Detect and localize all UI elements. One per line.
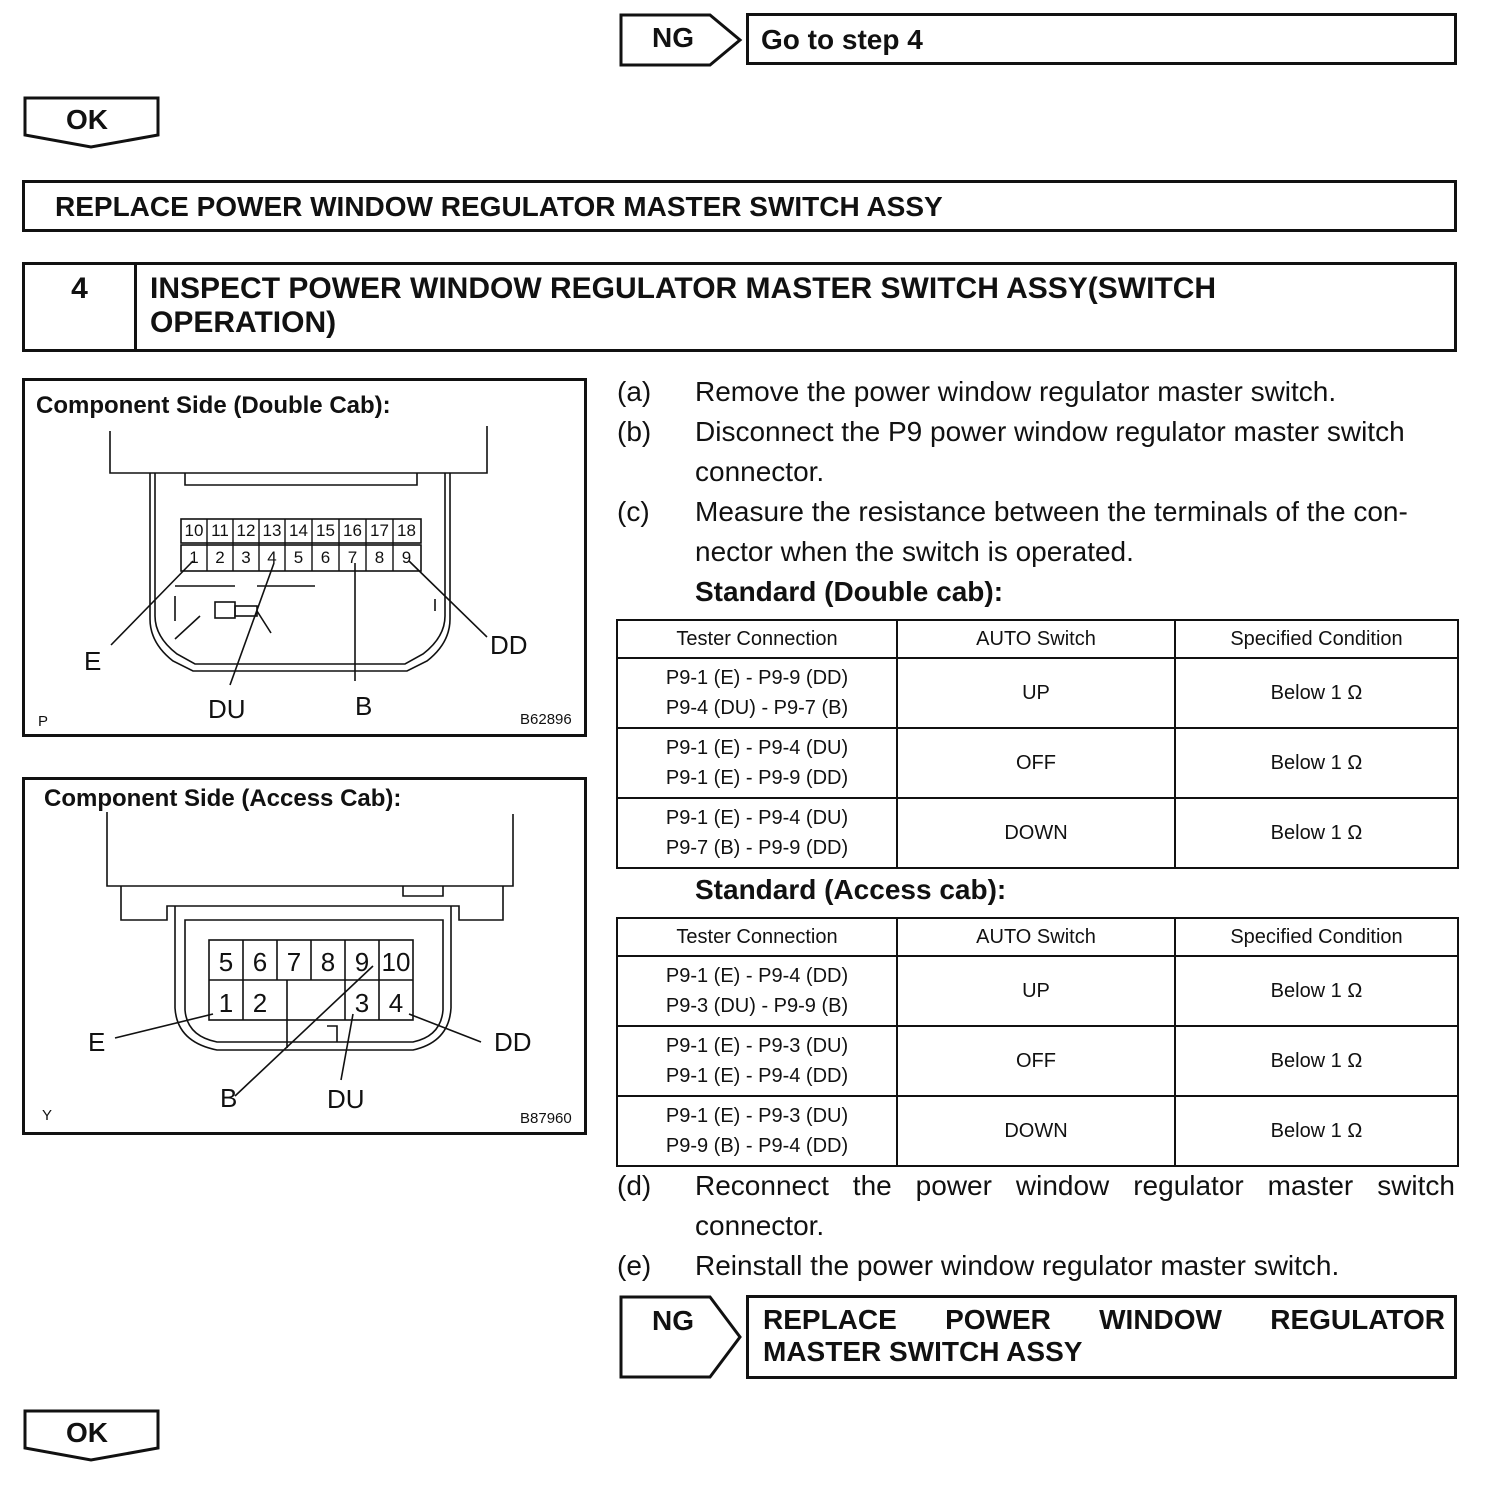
instruction-b-line1: Disconnect the P9 power window regulator master switch bbox=[695, 416, 1405, 447]
auto-switch-cell: DOWN bbox=[897, 1096, 1175, 1166]
pin-13: 13 bbox=[262, 521, 282, 540]
access-label-du: DU bbox=[327, 1084, 365, 1114]
condition-cell: Below 1 Ω bbox=[1175, 1096, 1458, 1166]
instruction-a-text: Remove the power window regulator master switch. bbox=[695, 376, 1337, 407]
table-row bbox=[617, 658, 1458, 728]
access-pin-1: 1 bbox=[218, 988, 234, 1018]
pin-7: 7 bbox=[286, 947, 302, 977]
connection-line: P9-1 (E) - P9-3 (DU) bbox=[665, 1105, 849, 1127]
connection-line: P9-1 (E) - P9-4 (DU) bbox=[665, 807, 849, 829]
instruction-d bbox=[617, 1166, 1457, 1246]
step-title-line1: INSPECT POWER WINDOW REGULATOR MASTER SWITCH ASSY(SWITCH bbox=[150, 272, 1217, 305]
pin-9: 9 bbox=[401, 548, 412, 567]
access-pins-top bbox=[209, 947, 413, 978]
access-label-dd: DD bbox=[494, 1027, 532, 1057]
double-label-dd: DD bbox=[490, 630, 528, 660]
ng-target-go-to-step-4[interactable]: Go to step 4 bbox=[746, 13, 1457, 65]
pin-6: 6 bbox=[252, 947, 268, 977]
step-title-line2: OPERATION) bbox=[150, 306, 337, 339]
double-label-b: B bbox=[355, 691, 373, 721]
instruction-a-label: (a) bbox=[617, 376, 652, 407]
standard-double-table bbox=[616, 619, 1459, 869]
pin-8: 8 bbox=[320, 947, 336, 977]
instruction-c bbox=[617, 492, 1457, 572]
pin-10: 10 bbox=[381, 947, 411, 977]
figure-double-title: Component Side (Double Cab): bbox=[36, 392, 391, 419]
auto-switch-cell: DOWN bbox=[897, 798, 1175, 868]
figure-access-title: Component Side (Access Cab): bbox=[44, 785, 402, 812]
instruction-e-text: Reinstall the power window regulator master switch. bbox=[695, 1250, 1340, 1281]
double-label-du: DU bbox=[208, 694, 246, 724]
instruction-b bbox=[617, 412, 1457, 492]
pin-18: 18 bbox=[397, 521, 416, 540]
standard-access-title: Standard (Access cab): bbox=[695, 874, 1007, 905]
table-row bbox=[617, 1026, 1458, 1096]
tester-connection-cell bbox=[617, 1096, 897, 1166]
instruction-e-label: (e) bbox=[617, 1250, 652, 1281]
access-pin-2: 2 bbox=[252, 988, 268, 1018]
auto-switch-cell: UP bbox=[897, 956, 1175, 1026]
connection-line: P9-7 (B) - P9-9 (DD) bbox=[665, 837, 849, 859]
instruction-b-line2: connector. bbox=[695, 456, 825, 487]
instruction-d-line1: Reconnect the power window regulator master switch bbox=[695, 1170, 1455, 1201]
pin-2: 2 bbox=[215, 548, 225, 567]
standard-access-table bbox=[616, 917, 1459, 1167]
figure-double-letter: P bbox=[38, 713, 49, 730]
header-tester-connection: Tester Connection bbox=[617, 620, 897, 658]
figure-access-letter: Y bbox=[42, 1107, 53, 1124]
connection-line: P9-1 (E) - P9-3 (DU) bbox=[665, 1035, 849, 1057]
double-pins-bottom bbox=[181, 548, 421, 568]
tester-connection-cell bbox=[617, 798, 897, 868]
auto-switch-cell: UP bbox=[897, 658, 1175, 728]
pin-6: 6 bbox=[320, 548, 331, 567]
connection-line: P9-1 (E) - P9-9 (DD) bbox=[665, 667, 849, 689]
pin-8: 8 bbox=[374, 548, 385, 567]
table-header-row bbox=[617, 620, 1458, 658]
double-pins-top bbox=[181, 521, 421, 541]
instruction-e bbox=[617, 1246, 1457, 1286]
condition-cell: Below 1 Ω bbox=[1175, 956, 1458, 1026]
instruction-c-line2: nector when the switch is operated. bbox=[695, 536, 1134, 567]
header-specified-condition: Specified Condition bbox=[1175, 620, 1458, 658]
ok-label: OK bbox=[66, 104, 108, 135]
instruction-d-label: (d) bbox=[617, 1170, 652, 1201]
pin-16: 16 bbox=[343, 521, 362, 540]
pin-5: 5 bbox=[218, 947, 234, 977]
header-auto-switch: AUTO Switch bbox=[897, 620, 1175, 658]
table-row bbox=[617, 798, 1458, 868]
ok-label-bottom: OK bbox=[66, 1417, 108, 1448]
condition-cell: Below 1 Ω bbox=[1175, 728, 1458, 798]
access-label-e: E bbox=[88, 1027, 106, 1057]
tester-connection-cell bbox=[617, 1026, 897, 1096]
ng-target-replace-master-switch[interactable] bbox=[746, 1295, 1457, 1379]
pin-9: 9 bbox=[354, 947, 370, 977]
auto-switch-cell: OFF bbox=[897, 728, 1175, 798]
step-divider bbox=[134, 262, 137, 352]
access-pin-4: 4 bbox=[388, 988, 404, 1018]
connection-line: P9-3 (DU) - P9-9 (B) bbox=[665, 995, 849, 1017]
table-header-row bbox=[617, 918, 1458, 956]
pin-15: 15 bbox=[316, 521, 335, 540]
step-number: 4 bbox=[71, 272, 88, 305]
header-auto-switch: AUTO Switch bbox=[897, 918, 1175, 956]
connection-line: P9-1 (E) - P9-4 (DU) bbox=[665, 737, 849, 759]
header-specified-condition: Specified Condition bbox=[1175, 918, 1458, 956]
figure-access-code: B87960 bbox=[520, 1110, 572, 1127]
condition-cell: Below 1 Ω bbox=[1175, 658, 1458, 728]
table-row bbox=[617, 728, 1458, 798]
double-label-e: E bbox=[84, 646, 102, 676]
tester-connection-cell bbox=[617, 956, 897, 1026]
tester-connection-cell bbox=[617, 728, 897, 798]
pin-11: 11 bbox=[211, 521, 229, 540]
instruction-b-label: (b) bbox=[617, 416, 652, 447]
replace-master-switch-bar bbox=[22, 180, 1457, 232]
instruction-c-label: (c) bbox=[617, 496, 650, 527]
ng-target-line1: REPLACE POWER WINDOW REGULATOR bbox=[763, 1304, 1445, 1335]
ng-label-bottom: NG bbox=[652, 1305, 694, 1336]
pin-14: 14 bbox=[289, 521, 308, 540]
ng-label: NG bbox=[652, 22, 694, 53]
pin-1: 1 bbox=[189, 548, 199, 567]
standard-double-title: Standard (Double cab): bbox=[695, 576, 1004, 607]
condition-cell: Below 1 Ω bbox=[1175, 798, 1458, 868]
connection-line: P9-1 (E) - P9-9 (DD) bbox=[665, 767, 849, 789]
pin-12: 12 bbox=[236, 521, 256, 540]
connection-line: P9-4 (DU) - P9-7 (B) bbox=[665, 697, 849, 719]
table-row bbox=[617, 956, 1458, 1026]
pin-10: 10 bbox=[184, 521, 204, 540]
replace-bar-text: REPLACE POWER WINDOW REGULATOR MASTER SWITCH ASSY bbox=[55, 191, 943, 222]
condition-cell: Below 1 Ω bbox=[1175, 1026, 1458, 1096]
instruction-a bbox=[617, 372, 1457, 412]
table-row bbox=[617, 1096, 1458, 1166]
pin-7: 7 bbox=[347, 548, 358, 567]
instruction-d-line2: connector. bbox=[695, 1210, 825, 1241]
connection-line: P9-1 (E) - P9-4 (DD) bbox=[665, 1065, 849, 1087]
pin-3: 3 bbox=[241, 548, 251, 567]
access-pin-3: 3 bbox=[354, 988, 370, 1018]
pin-4: 4 bbox=[267, 548, 277, 567]
tester-connection-cell bbox=[617, 658, 897, 728]
pin-5: 5 bbox=[293, 548, 304, 567]
header-tester-connection: Tester Connection bbox=[617, 918, 897, 956]
auto-switch-cell: OFF bbox=[897, 1026, 1175, 1096]
ng-target-line2: MASTER SWITCH ASSY bbox=[763, 1336, 1083, 1367]
access-label-b: B bbox=[220, 1083, 238, 1113]
pin-17: 17 bbox=[370, 521, 389, 540]
connection-line: P9-9 (B) - P9-4 (DD) bbox=[665, 1135, 849, 1157]
instruction-c-line1: Measure the resistance between the terminals of the con- bbox=[695, 496, 1408, 527]
connection-line: P9-1 (E) - P9-4 (DD) bbox=[665, 965, 849, 987]
figure-double-code: B62896 bbox=[520, 711, 572, 728]
